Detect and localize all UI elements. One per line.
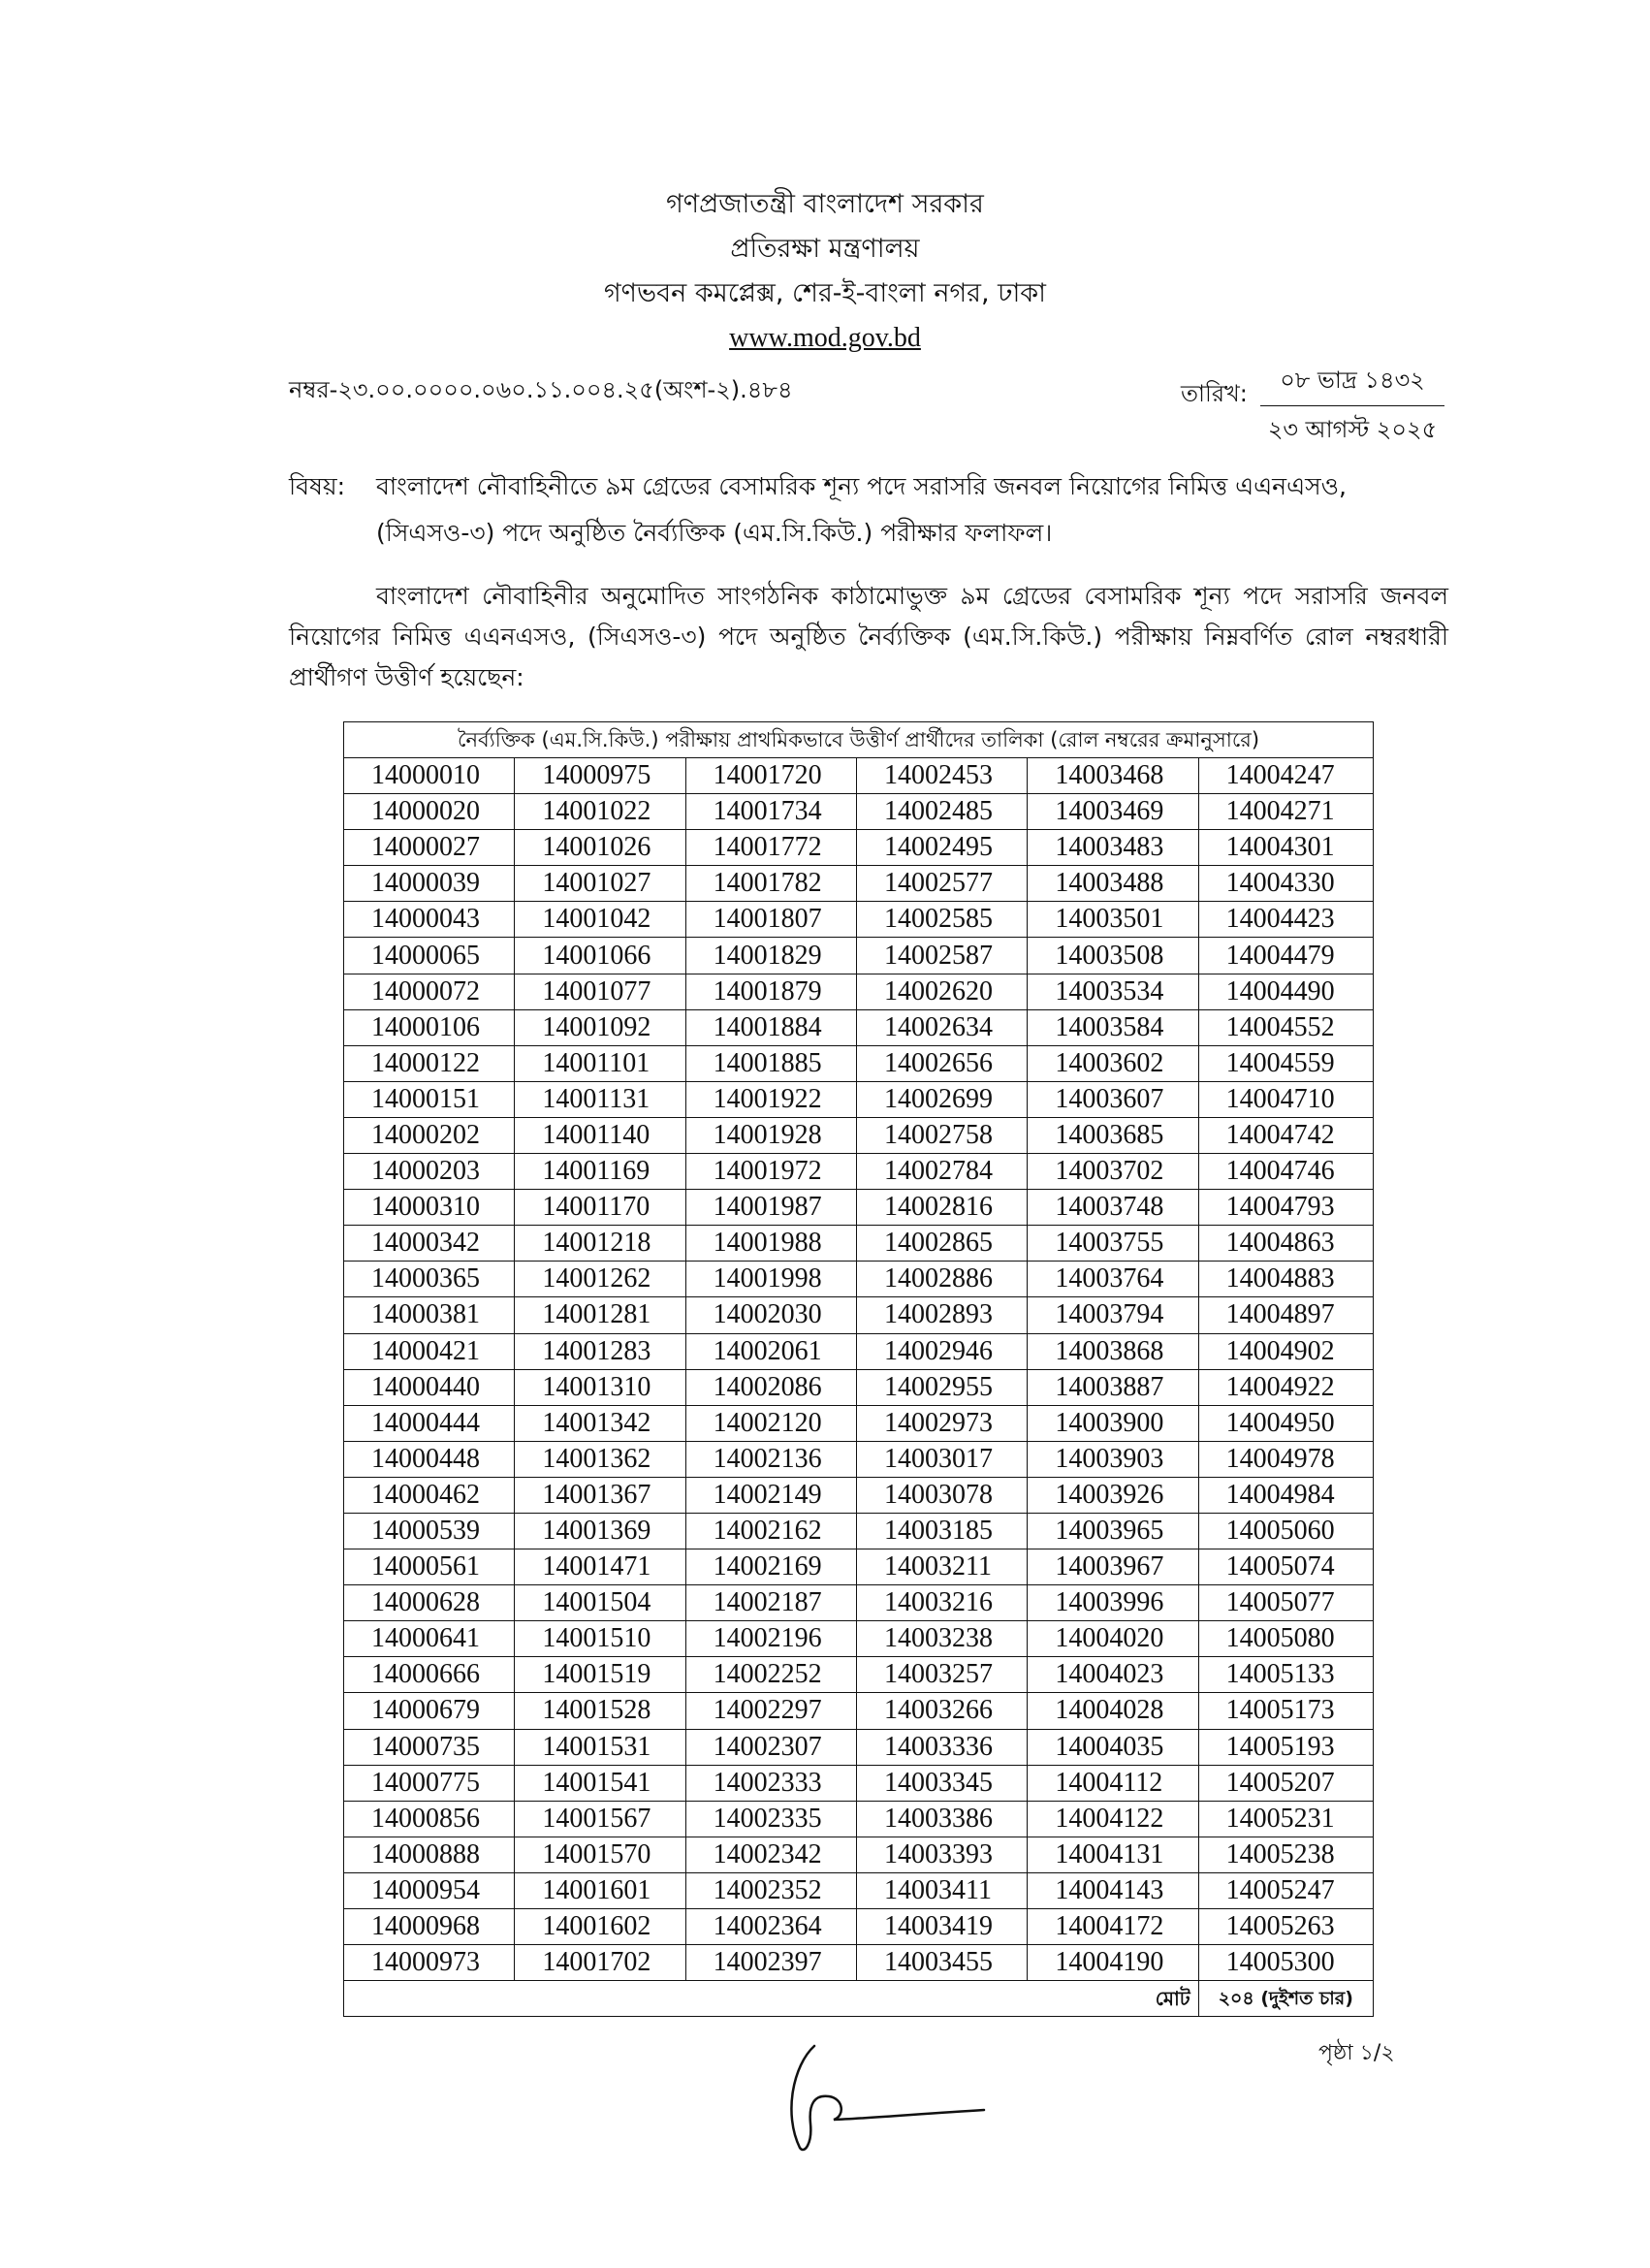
table-row	[344, 1262, 1374, 1297]
roll-number-cell: 14002865	[856, 1226, 1027, 1262]
roll-number-cell: 14001782	[685, 866, 856, 902]
table-row	[344, 1009, 1374, 1045]
roll-number-cell: 14001998	[685, 1262, 856, 1297]
roll-number-cell: 14001972	[685, 1154, 856, 1190]
roll-number-cell: 14002307	[685, 1729, 856, 1765]
roll-number-cell: 14002585	[856, 902, 1027, 938]
roll-number-cell: 14001601	[515, 1872, 685, 1908]
roll-number-cell: 14002656	[856, 1045, 1027, 1081]
roll-number-cell: 14000122	[344, 1045, 515, 1081]
roll-number-cell: 14002364	[685, 1909, 856, 1945]
roll-number-cell: 14000072	[344, 974, 515, 1009]
roll-number-cell: 14003584	[1028, 1009, 1198, 1045]
roll-number-cell: 14001928	[685, 1117, 856, 1153]
table-row	[344, 1693, 1374, 1729]
roll-number-cell: 14001131	[515, 1081, 685, 1117]
roll-number-cell: 14000020	[344, 794, 515, 830]
roll-number-cell: 14000775	[344, 1765, 515, 1801]
roll-number-cell: 14001922	[685, 1081, 856, 1117]
table-row	[344, 938, 1374, 974]
roll-number-cell: 14004710	[1198, 1081, 1373, 1117]
roll-number-cell: 14001528	[515, 1693, 685, 1729]
table-row	[344, 1549, 1374, 1585]
roll-number-cell: 14003748	[1028, 1190, 1198, 1226]
roll-number-cell: 14003602	[1028, 1045, 1198, 1081]
roll-number-cell: 14002352	[685, 1872, 856, 1908]
table-row	[344, 1945, 1374, 1981]
roll-number-cell: 14001734	[685, 794, 856, 830]
table-row	[344, 1441, 1374, 1477]
roll-number-cell: 14003508	[1028, 938, 1198, 974]
roll-number-cell: 14003900	[1028, 1405, 1198, 1441]
table-row	[344, 1333, 1374, 1369]
roll-number-cell: 14003764	[1028, 1262, 1198, 1297]
roll-number-cell: 14002030	[685, 1297, 856, 1333]
roll-number-cell: 14001807	[685, 902, 856, 938]
roll-number-cell: 14002297	[685, 1693, 856, 1729]
roll-number-cell: 14000968	[344, 1909, 515, 1945]
roll-number-cell: 14003419	[856, 1909, 1027, 1945]
roll-number-cell: 14001829	[685, 938, 856, 974]
subject-label: বিষয়:	[289, 472, 346, 500]
roll-number-cell: 14004490	[1198, 974, 1373, 1009]
roll-number-cell: 14001310	[515, 1369, 685, 1405]
roll-number-cell: 14003967	[1028, 1549, 1198, 1585]
table-row	[344, 758, 1374, 794]
roll-number-cell: 14003607	[1028, 1081, 1198, 1117]
roll-number-cell: 14001077	[515, 974, 685, 1009]
roll-number-cell: 14002149	[685, 1477, 856, 1513]
roll-number-cell: 14001283	[515, 1333, 685, 1369]
table-row	[344, 1765, 1374, 1801]
roll-number-cell: 14002784	[856, 1154, 1027, 1190]
date-label: তারিখ:	[1181, 380, 1248, 407]
table-row	[344, 1585, 1374, 1621]
roll-number-cell: 14000448	[344, 1441, 515, 1477]
roll-number-cell: 14002136	[685, 1441, 856, 1477]
table-row	[344, 830, 1374, 866]
roll-number-cell: 14004247	[1198, 758, 1373, 794]
roll-number-cell: 14002893	[856, 1297, 1027, 1333]
roll-number-cell: 14001262	[515, 1262, 685, 1297]
table-row	[344, 1657, 1374, 1693]
roll-number-cell: 14002620	[856, 974, 1027, 1009]
roll-number-cell: 14000421	[344, 1333, 515, 1369]
roll-number-cell: 14005263	[1198, 1909, 1373, 1945]
roll-number-cell: 14004897	[1198, 1297, 1373, 1333]
roll-number-cell: 14000106	[344, 1009, 515, 1045]
ministry-name: প্রতিরক্ষা মন্ত্রণালয়	[730, 234, 920, 264]
roll-number-cell: 14001042	[515, 902, 685, 938]
roll-number-cell: 14004035	[1028, 1729, 1198, 1765]
roll-number-cell: 14002453	[856, 758, 1027, 794]
table-row	[344, 1405, 1374, 1441]
roll-number-cell: 14000342	[344, 1226, 515, 1262]
roll-number-cell: 14003926	[1028, 1477, 1198, 1513]
roll-number-cell: 14001519	[515, 1657, 685, 1693]
table-row	[344, 1729, 1374, 1765]
roll-number-cell: 14003469	[1028, 794, 1198, 830]
roll-number-cell: 14001879	[685, 974, 856, 1009]
roll-number-cell: 14003965	[1028, 1513, 1198, 1549]
roll-number-cell: 14005193	[1198, 1729, 1373, 1765]
total-value: ২০৪ (দুইশত চার)	[1198, 1981, 1373, 2017]
roll-number-cell: 14001567	[515, 1801, 685, 1837]
letterhead	[0, 182, 1650, 361]
page-number: পৃষ্ঠা ১/২	[1318, 2041, 1395, 2065]
body-paragraph: বাংলাদেশ নৌবাহিনীর অনুমোদিত সাংগঠনিক কাঠামোভুক্ত ৯ম গ্রেডের বেসামরিক শূন্য পদে সরাসরি জনবল নিয়োগের নিমিত্ত এএনএসও, (সিএসও-৩) পদে অনুষ্ঠিত নৈর্ব্যক্তিক (এম.সি.কিউ.) পরীক্ষায় নিম্নবর্ণিত রোল নম্বরধারী প্রার্থীগণ উত্তীর্ণ হয়েছেন:	[289, 582, 1448, 691]
roll-number-cell: 14000462	[344, 1477, 515, 1513]
roll-number-cell: 14005238	[1198, 1837, 1373, 1872]
roll-number-cell: 14004559	[1198, 1045, 1373, 1081]
roll-number-cell: 14000027	[344, 830, 515, 866]
roll-number-cell: 14002973	[856, 1405, 1027, 1441]
roll-number-cell: 14004479	[1198, 938, 1373, 974]
roll-number-cell: 14002699	[856, 1081, 1027, 1117]
government-name: গণপ্রজাতন্ত্রী বাংলাদেশ সরকার	[666, 189, 984, 219]
roll-number-cell: 14004172	[1028, 1909, 1198, 1945]
roll-number-cell: 14001092	[515, 1009, 685, 1045]
table-row	[344, 866, 1374, 902]
roll-number-cell: 14004902	[1198, 1333, 1373, 1369]
roll-number-cell: 14004112	[1028, 1765, 1198, 1801]
roll-number-cell: 14001570	[515, 1837, 685, 1872]
roll-number-cell: 14004423	[1198, 902, 1373, 938]
roll-number-cell: 14001988	[685, 1226, 856, 1262]
roll-number-cell: 14003411	[856, 1872, 1027, 1908]
roll-number-cell: 14002120	[685, 1405, 856, 1441]
table-row	[344, 1909, 1374, 1945]
roll-number-cell: 14004301	[1198, 830, 1373, 866]
roll-number-cell: 14002955	[856, 1369, 1027, 1405]
roll-number-cell: 14005247	[1198, 1872, 1373, 1908]
roll-number-cell: 14001720	[685, 758, 856, 794]
total-row-spacer	[344, 1981, 1028, 2017]
roll-number-cell: 14001702	[515, 1945, 685, 1981]
roll-number-cell: 14004271	[1198, 794, 1373, 830]
roll-number-cell: 14005173	[1198, 1693, 1373, 1729]
roll-number-cell: 14003216	[856, 1585, 1027, 1621]
roll-number-cell: 14004143	[1028, 1872, 1198, 1908]
roll-number-cell: 14000735	[344, 1729, 515, 1765]
roll-number-cell: 14000954	[344, 1872, 515, 1908]
roll-number-cell: 14001510	[515, 1621, 685, 1657]
roll-number-cell: 14003238	[856, 1621, 1027, 1657]
roll-number-cell: 14002816	[856, 1190, 1027, 1226]
table-row	[344, 1513, 1374, 1549]
roll-number-cell: 14004190	[1028, 1945, 1198, 1981]
roll-number-cell: 14000888	[344, 1837, 515, 1872]
roll-number-cell: 14003393	[856, 1837, 1027, 1872]
roll-number-cell: 14001101	[515, 1045, 685, 1081]
roll-number-cell: 14001772	[685, 830, 856, 866]
total-label: মোট	[1028, 1981, 1198, 2017]
roll-number-cell: 14004122	[1028, 1801, 1198, 1837]
roll-number-cell: 14001602	[515, 1909, 685, 1945]
roll-number-cell: 14003488	[1028, 866, 1198, 902]
roll-number-cell: 14000679	[344, 1693, 515, 1729]
roll-number-cell: 14001169	[515, 1154, 685, 1190]
roll-number-cell: 14001987	[685, 1190, 856, 1226]
table-row	[344, 1477, 1374, 1513]
roll-number-cell: 14002252	[685, 1657, 856, 1693]
table-row	[344, 1801, 1374, 1837]
roll-number-cell: 14004552	[1198, 1009, 1373, 1045]
roll-number-cell: 14002333	[685, 1765, 856, 1801]
roll-number-cell: 14002196	[685, 1621, 856, 1657]
roll-number-cell: 14001140	[515, 1117, 685, 1153]
roll-number-cell: 14004950	[1198, 1405, 1373, 1441]
roll-number-cell: 14005300	[1198, 1945, 1373, 1981]
table-row	[344, 1117, 1374, 1153]
roll-number-cell: 14003266	[856, 1693, 1027, 1729]
date-bangla: ০৮ ভাদ্র ১৪৩২	[1260, 363, 1444, 406]
roll-number-cell: 14000365	[344, 1262, 515, 1297]
roll-number-cell: 14001504	[515, 1585, 685, 1621]
roll-number-cell: 14003185	[856, 1513, 1027, 1549]
roll-number-cell: 14005074	[1198, 1549, 1373, 1585]
roll-number-cell: 14003501	[1028, 902, 1198, 938]
roll-number-cell: 14003755	[1028, 1226, 1198, 1262]
table-title-row	[344, 722, 1374, 758]
roll-number-cell: 14003386	[856, 1801, 1027, 1837]
roll-number-cell: 14004028	[1028, 1693, 1198, 1729]
roll-number-cell: 14005207	[1198, 1765, 1373, 1801]
roll-number-cell: 14001884	[685, 1009, 856, 1045]
roll-number-cell: 14003685	[1028, 1117, 1198, 1153]
roll-number-cell: 14002162	[685, 1513, 856, 1549]
roll-number-cell: 14000973	[344, 1945, 515, 1981]
roll-number-cell: 14003345	[856, 1765, 1027, 1801]
roll-number-cell: 14004020	[1028, 1621, 1198, 1657]
office-address: গণভবন কমপ্লেক্স, শের-ই-বাংলা নগর, ঢাকা	[603, 278, 1046, 308]
total-row	[344, 1981, 1374, 2017]
results-table	[343, 721, 1374, 2017]
roll-number-cell: 14004863	[1198, 1226, 1373, 1262]
table-row	[344, 1190, 1374, 1226]
roll-number-cell: 14000641	[344, 1621, 515, 1657]
roll-number-cell: 14001170	[515, 1190, 685, 1226]
roll-number-cell: 14002342	[685, 1837, 856, 1872]
roll-number-cell: 14001066	[515, 938, 685, 974]
roll-number-cell: 14000151	[344, 1081, 515, 1117]
roll-number-cell: 14004793	[1198, 1190, 1373, 1226]
table-row	[344, 974, 1374, 1009]
roll-number-cell: 14000856	[344, 1801, 515, 1837]
table-row	[344, 794, 1374, 830]
roll-number-cell: 14004742	[1198, 1117, 1373, 1153]
roll-number-cell: 14002485	[856, 794, 1027, 830]
roll-number-cell: 14001367	[515, 1477, 685, 1513]
roll-number-cell: 14003903	[1028, 1441, 1198, 1477]
roll-number-cell: 14000043	[344, 902, 515, 938]
roll-number-cell: 14002086	[685, 1369, 856, 1405]
roll-number-cell: 14004922	[1198, 1369, 1373, 1405]
roll-number-cell: 14001026	[515, 830, 685, 866]
roll-number-cell: 14005060	[1198, 1513, 1373, 1549]
roll-number-cell: 14005080	[1198, 1621, 1373, 1657]
roll-number-cell: 14002758	[856, 1117, 1027, 1153]
signature	[776, 2027, 1008, 2162]
roll-number-cell: 14003211	[856, 1549, 1027, 1585]
table-row	[344, 1872, 1374, 1908]
roll-number-cell: 14001369	[515, 1513, 685, 1549]
memo-reference-number: নম্বর-২৩.০০.০০০০.০৬০.১১.০০৪.২৫(অংশ-২).৪৮৪	[289, 376, 793, 403]
roll-number-cell: 14003336	[856, 1729, 1027, 1765]
roll-number-cell: 14005231	[1198, 1801, 1373, 1837]
roll-number-cell: 14001027	[515, 866, 685, 902]
table-row	[344, 1621, 1374, 1657]
roll-number-cell: 14000039	[344, 866, 515, 902]
roll-number-cell: 14003534	[1028, 974, 1198, 1009]
roll-number-cell: 14003257	[856, 1657, 1027, 1693]
roll-number-cell: 14004746	[1198, 1154, 1373, 1190]
website-link[interactable]: www.mod.gov.bd	[729, 323, 921, 353]
roll-number-cell: 14004978	[1198, 1441, 1373, 1477]
roll-number-cell: 14002061	[685, 1333, 856, 1369]
roll-number-cell: 14002587	[856, 938, 1027, 974]
roll-number-cell: 14002886	[856, 1262, 1027, 1297]
table-title: নৈর্ব্যক্তিক (এম.সি.কিউ.) পরীক্ষায় প্রাথমিকভাবে উত্তীর্ণ প্রার্থীদের তালিকা (রোল নম্বরের ক্রমানুসারে)	[344, 722, 1374, 758]
roll-number-cell: 14000561	[344, 1549, 515, 1585]
roll-number-cell: 14001281	[515, 1297, 685, 1333]
roll-number-cell: 14003483	[1028, 830, 1198, 866]
date-gregorian: ২৩ আগস্ট ২০২৫	[1267, 416, 1438, 443]
table-row	[344, 1297, 1374, 1333]
roll-number-cell: 14003887	[1028, 1369, 1198, 1405]
roll-number-cell: 14003455	[856, 1945, 1027, 1981]
table-row	[344, 1081, 1374, 1117]
roll-number-cell: 14002187	[685, 1585, 856, 1621]
table-row	[344, 1369, 1374, 1405]
roll-number-cell: 14003702	[1028, 1154, 1198, 1190]
roll-number-cell: 14003078	[856, 1477, 1027, 1513]
roll-number-cell: 14000440	[344, 1369, 515, 1405]
roll-number-cell: 14004883	[1198, 1262, 1373, 1297]
roll-number-cell: 14002634	[856, 1009, 1027, 1045]
roll-number-cell: 14000628	[344, 1585, 515, 1621]
table-row	[344, 1154, 1374, 1190]
roll-number-cell: 14000539	[344, 1513, 515, 1549]
roll-number-cell: 14001362	[515, 1441, 685, 1477]
roll-number-cell: 14001885	[685, 1045, 856, 1081]
subject-text: বাংলাদেশ নৌবাহিনীতে ৯ম গ্রেডের বেসামরিক শূন্য পদে সরাসরি জনবল নিয়োগের নিমিত্ত এএনএসও, (সিএসও-৩) পদে অনুষ্ঠিত নৈর্ব্যক্তিক (এম.সি.কিউ.) পরীক্ষার ফলাফল।	[376, 472, 1347, 547]
roll-number-cell: 14000310	[344, 1190, 515, 1226]
roll-number-cell: 14001471	[515, 1549, 685, 1585]
roll-number-cell: 14001531	[515, 1729, 685, 1765]
date-block	[1260, 363, 1444, 451]
roll-number-cell: 14003868	[1028, 1333, 1198, 1369]
table-row	[344, 1837, 1374, 1872]
roll-number-cell: 14000203	[344, 1154, 515, 1190]
roll-number-cell: 14000010	[344, 758, 515, 794]
roll-number-cell: 14004330	[1198, 866, 1373, 902]
roll-number-cell: 14001342	[515, 1405, 685, 1441]
roll-number-cell: 14003017	[856, 1441, 1027, 1477]
roll-number-cell: 14003996	[1028, 1585, 1198, 1621]
table-row	[344, 1045, 1374, 1081]
roll-number-cell: 14001022	[515, 794, 685, 830]
roll-number-cell: 14003468	[1028, 758, 1198, 794]
roll-number-cell: 14002946	[856, 1333, 1027, 1369]
roll-number-cell: 14002169	[685, 1549, 856, 1585]
roll-number-cell: 14001218	[515, 1226, 685, 1262]
roll-number-cell: 14005133	[1198, 1657, 1373, 1693]
table-row	[344, 1226, 1374, 1262]
roll-number-cell: 14000444	[344, 1405, 515, 1441]
roll-number-cell: 14000975	[515, 758, 685, 794]
roll-number-cell: 14000065	[344, 938, 515, 974]
roll-number-cell: 14002495	[856, 830, 1027, 866]
roll-number-cell: 14002335	[685, 1801, 856, 1837]
roll-number-cell: 14004984	[1198, 1477, 1373, 1513]
roll-number-cell: 14004023	[1028, 1657, 1198, 1693]
roll-number-cell: 14000381	[344, 1297, 515, 1333]
roll-number-cell: 14003794	[1028, 1297, 1198, 1333]
roll-number-cell: 14001541	[515, 1765, 685, 1801]
roll-number-cell: 14002397	[685, 1945, 856, 1981]
table-row	[344, 902, 1374, 938]
roll-number-cell: 14002577	[856, 866, 1027, 902]
roll-number-cell: 14000666	[344, 1657, 515, 1693]
roll-number-cell: 14004131	[1028, 1837, 1198, 1872]
roll-number-cell: 14005077	[1198, 1585, 1373, 1621]
roll-number-cell: 14000202	[344, 1117, 515, 1153]
